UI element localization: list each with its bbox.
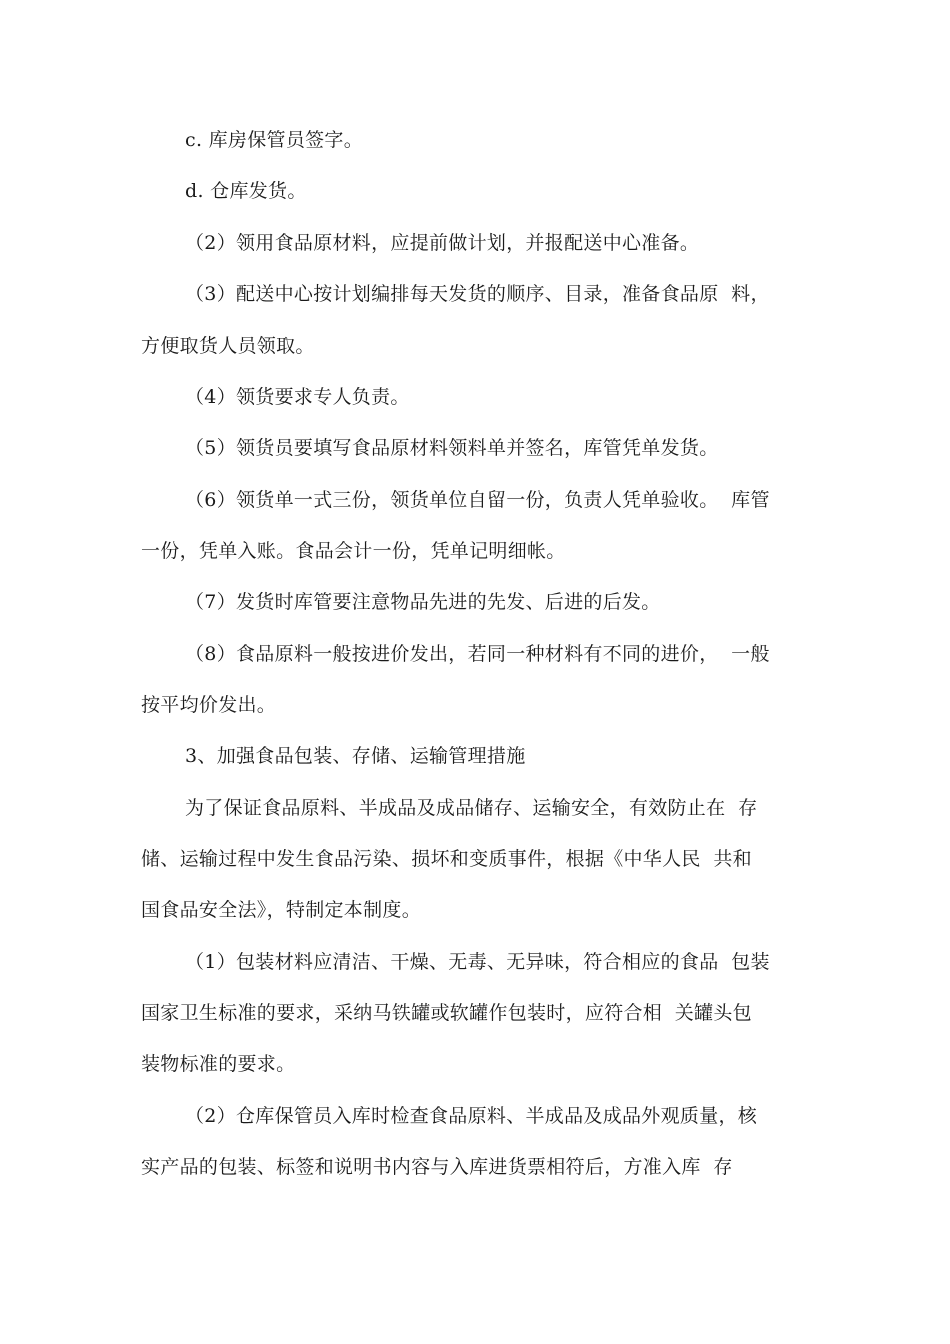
text-line: （7）发货时库管要注意物品先进的先发、后进的后发。 bbox=[185, 591, 661, 613]
section-heading: 3、加强食品包装、存储、运输管理措施 bbox=[185, 745, 526, 767]
text-line: （6）领货单一式三份，领货单位自留一份，负责人凭单验收。 库管 bbox=[185, 489, 770, 511]
text-line: （2）仓库保管员入库时检查食品原料、半成品及成品外观质量，核 bbox=[185, 1105, 758, 1127]
text-line: 按平均价发出。 bbox=[141, 694, 277, 716]
text-line: 方便取货人员领取。 bbox=[141, 335, 315, 357]
text-line: 储、运输过程中发生食品污染、损坏和变质事件，根据《中华人民 共和 bbox=[141, 848, 752, 870]
text-line: 国食品安全法》，特制定本制度。 bbox=[141, 899, 422, 921]
text-line: （4）领货要求专人负责。 bbox=[185, 386, 410, 408]
text-line: （1）包装材料应清洁、干燥、无毒、无异味，符合相应的食品 包装 bbox=[185, 951, 770, 973]
text-line: （8）食品原料一般按进价发出，若同一种材料有不同的进价， 一般 bbox=[185, 643, 770, 665]
text-line: 装物标准的要求。 bbox=[141, 1053, 296, 1075]
text-line: c. 库房保管员签字。 bbox=[185, 129, 364, 151]
text-line: 一份，凭单入账。食品会计一份，凭单记明细帐。 bbox=[141, 540, 566, 562]
text-line: 为了保证食品原料、半成品及成品储存、运输安全，有效防止在 存 bbox=[185, 797, 758, 819]
text-line: （3）配送中心按计划编排每天发货的顺序、目录，准备食品原 料， bbox=[185, 283, 770, 305]
text-line: 实产品的包装、标签和说明书内容与入库进货票相符后，方准入库 存 bbox=[141, 1156, 733, 1178]
text-line: （5）领货员要填写食品原材料领料单并签名，库管凭单发货。 bbox=[185, 437, 719, 459]
text-line: d. 仓库发货。 bbox=[185, 180, 307, 202]
text-line: （2）领用食品原材料，应提前做计划，并报配送中心准备。 bbox=[185, 232, 700, 254]
text-line: 国家卫生标准的要求，采纳马铁罐或软罐作包装时，应符合相 关罐头包 bbox=[141, 1002, 752, 1024]
